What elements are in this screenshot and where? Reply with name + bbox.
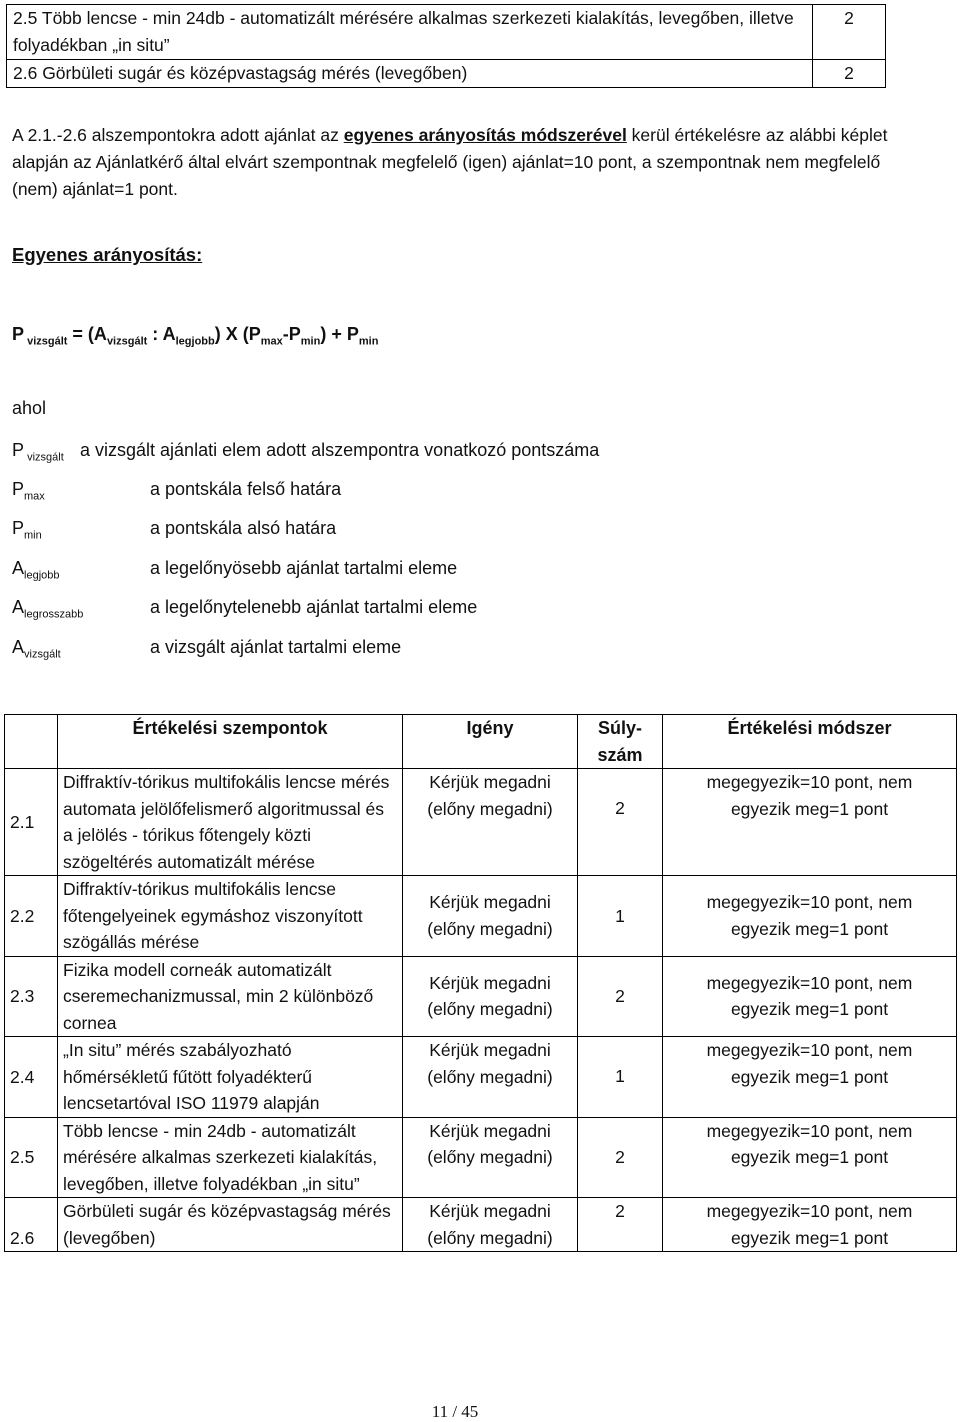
intro-paragraph [12,122,902,203]
table-row [5,876,957,957]
row-method: megegyezik=10 pont, nem egyezik meg=1 pont [663,956,957,1037]
table-row [5,1198,957,1252]
row-weight: 2 [578,769,663,876]
intro-emphasis: egyenes arányosítás módszerével [343,125,627,145]
row-weight: 2 [578,956,663,1037]
row-requirement: Kérjük megadni (előny megadni) [403,1198,578,1252]
row-method: megegyezik=10 pont, nem egyezik meg=1 pont [663,1117,957,1198]
row-id: 2.2 [5,876,58,957]
header-requirement: Igény [403,715,578,769]
formula-sub: vizsgált [24,335,68,348]
table-row [7,60,886,88]
criteria-cell: 2.6 Görbületi sugár és középvastagság mérés (levegőben) [7,60,813,88]
row-requirement: Kérjük megadni (előny megadni) [403,876,578,957]
row-requirement: Kérjük megadni (előny megadni) [403,956,578,1037]
definition-symbol: $P_{min}$ [12,518,42,542]
row-id: 2.6 [5,1198,58,1252]
definition-description: a vizsgált ajánlat tartalmi eleme [150,637,402,657]
row-criteria: Több lencse - min 24db - automatizált mérésére alkalmas szerkezeti kialakítás, levegőben, illetve folyadékban „in situ” [58,1117,403,1198]
criteria-cell: 2.5 Több lencse - min 24db - automatizált mérésére alkalmas szerkezeti kialakítás, levegőben, illetve folyadékban „in situ” [7,5,813,60]
header-weight: Súly-szám [578,715,663,769]
row-method: megegyezik=10 pont, nem egyezik meg=1 pont [663,876,957,957]
row-criteria: Fizika modell corneák automatizált cseremechanizmussal, min 2 különböző cornea [58,956,403,1037]
header-method: Értékelési módszer [663,715,957,769]
intro-text-1: A 2.1.-2.6 alszempontokra adott ajánlat az [12,125,344,145]
row-weight: 1 [578,876,663,957]
table-row [5,1037,957,1118]
row-weight: 2 [578,1117,663,1198]
intro-text-2: kerül értékelésre az alábbi képlet alapján az Ajánlatkérő által elvárt szempontnak megfelelő (igen) ajánlat=10 pont, a szempontnak nem megfelelő (nem) ajánlat=1 pont. [12,125,888,199]
table-row [7,5,886,60]
top-criteria-table [6,4,886,88]
definition-description: a legelőnyösebb ajánlat tartalmi eleme [150,558,458,578]
row-method: megegyezik=10 pont, nem egyezik meg=1 pont [663,769,957,876]
row-id: 2.3 [5,956,58,1037]
formula [12,324,378,348]
row-method: megegyezik=10 pont, nem egyezik meg=1 pont [663,1037,957,1118]
weight-cell: 2 [813,5,886,60]
definition-symbol: $P_{max}$ [12,479,45,503]
ahol-label: ahol [12,398,47,418]
definition-symbol: $A_{vizsgált}$ [12,637,61,661]
formula-part: ) + P [320,324,359,344]
definition-description: a pontskála felső határa [150,479,342,499]
definition-symbol: $A_{legjobb}$ [12,558,60,582]
table-row [5,1117,957,1198]
row-weight: 2 [578,1198,663,1252]
header-id [5,715,58,769]
row-criteria: Diffraktív-tórikus multifokális lencse mérés automata jelölőfelismerő algoritmussal és a jelölés - tórikus főtengely közti szögeltérés automatizált mérése [58,769,403,876]
definition-description: a vizsgált ajánlati elem adott alszempontra vonatkozó pontszáma [80,440,600,460]
row-criteria: Görbületi sugár és középvastagság mérés (levegőben) [58,1198,403,1252]
formula-part: = (A [67,324,107,344]
row-weight: 1 [578,1037,663,1118]
formula-sub: legjobb [175,335,215,348]
definition-symbol: $A_{legrosszabb}$ [12,597,84,621]
row-method: megegyezik=10 pont, nem egyezik meg=1 pont [663,1198,957,1252]
table-row [5,769,957,876]
row-criteria: Diffraktív-tórikus multifokális lencse főtengelyeinek egymáshoz viszonyított szögállás mérése [58,876,403,957]
formula-part: -P [282,324,301,344]
table-header-row [5,715,957,769]
row-id: 2.4 [5,1037,58,1118]
page-number: 11 / 45 [431,1402,479,1421]
formula-sub: min [358,335,379,348]
row-requirement: Kérjük megadni (előny megadni) [403,1117,578,1198]
row-id: 2.5 [5,1117,58,1198]
formula-part: ) X (P [214,324,261,344]
formula-sub: min [300,335,321,348]
definition-description: a legelőnytelenebb ajánlat tartalmi eleme [150,597,478,617]
row-requirement: Kérjük megadni (előny megadni) [403,769,578,876]
section-heading: Egyenes arányosítás: [12,244,203,265]
evaluation-table [4,714,957,1252]
row-criteria: „In situ” mérés szabályozható hőmérsékletű fűtött folyadékterű lencsetartóval ISO 11979 alapján [58,1037,403,1118]
formula-sub: max [260,335,283,348]
header-criteria: Értékelési szempontok [58,715,403,769]
row-requirement: Kérjük megadni (előny megadni) [403,1037,578,1118]
definition-description: a pontskála alsó határa [150,518,337,538]
table-row [5,956,957,1037]
definition-symbol: P $_{vizsgált}$ [12,440,64,464]
weight-cell: 2 [813,60,886,88]
formula-part: : A [147,324,176,344]
row-id: 2.1 [5,769,58,876]
formula-part: P [12,324,25,344]
formula-sub: vizsgált [106,335,148,348]
